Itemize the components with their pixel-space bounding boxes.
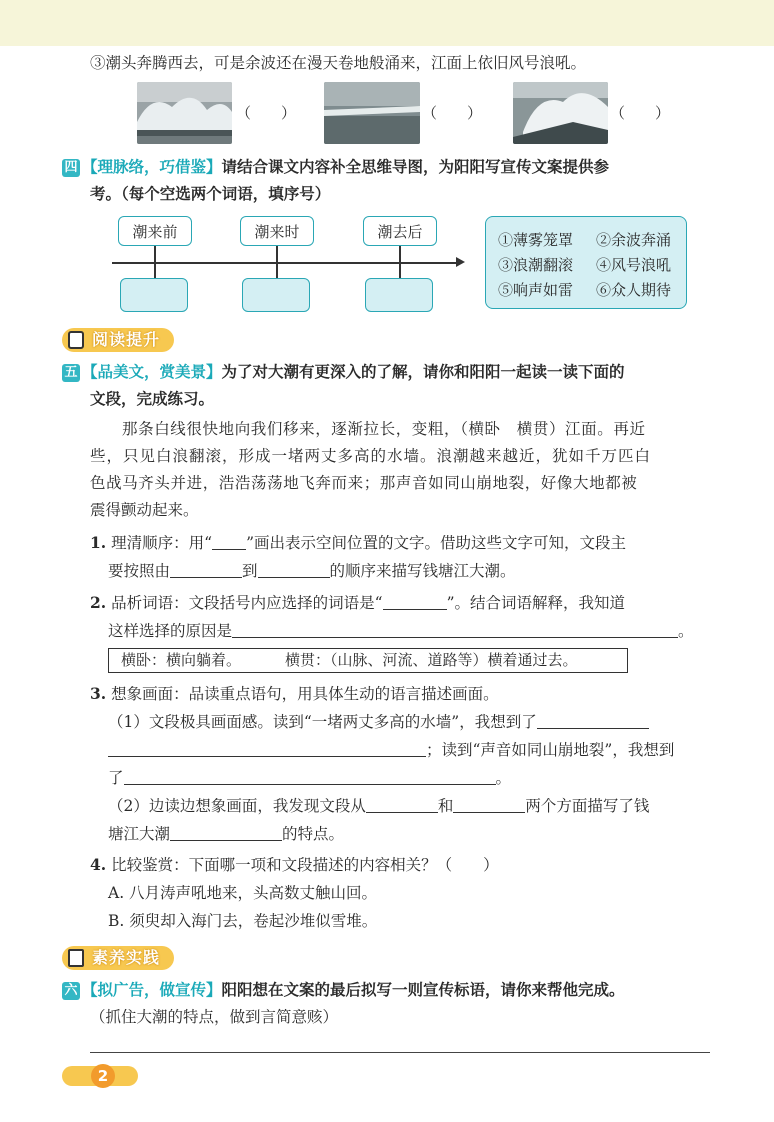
banner-reading [62, 328, 174, 352]
banner-reading-label: 阅读提升 [92, 330, 161, 349]
q3-1-blank-c[interactable] [124, 768, 496, 785]
q4-text-a: 比较鉴赏：下面哪一项和文段描述的内容相关？（ ） [111, 856, 499, 874]
timeline-arrow [112, 262, 458, 264]
passage-line: 些，只见白浪翻滚，形成一堵两丈多高的水墙。浪潮越来越近，犹如千万匹白 [90, 447, 652, 465]
question-1 [90, 532, 626, 554]
node-during: 潮来时 [240, 216, 314, 246]
q3-2-text-d: 塘江大潮 [108, 825, 171, 843]
question-3 [90, 683, 499, 705]
q1-blank-mark[interactable] [212, 533, 246, 550]
q2-blank-reason[interactable] [232, 621, 678, 638]
answer-paren-2[interactable]: （ ） [422, 104, 483, 122]
question-1-cont [108, 560, 516, 582]
node-before: 潮来前 [118, 216, 192, 246]
q1-number: 1. [90, 533, 107, 552]
passage-line: 震得颤动起来。 [90, 501, 199, 519]
passage-line: 色战马齐头并进，浩浩荡荡地飞奔而来；那声音如同山崩地裂，好像大地都被 [90, 474, 638, 492]
top-band [0, 0, 774, 46]
wave-photo-1 [137, 82, 232, 144]
section-6-tag: 【拟广告，做宣传】 [82, 980, 222, 999]
q1-text-d: 到 [242, 562, 258, 580]
q3-text-a: 想象画面：品读重点语句，用具体生动的语言描述画面。 [111, 685, 499, 703]
q1-blank-to[interactable] [258, 561, 330, 578]
q4-option-b[interactable]: B. 须臾却入海门去，卷起沙堆似雪堆。 [108, 912, 378, 930]
q1-text-e: 的顺序来描写钱塘江大潮。 [329, 562, 516, 580]
section-6-number: 六 [62, 982, 80, 1000]
answer-line[interactable] [90, 1052, 710, 1053]
definition-1: 横卧：横向躺着。 [121, 651, 242, 669]
section-5-text: 为了对大潮有更深入的了解，请你和阳阳一起读一读下面的 [221, 362, 625, 381]
section-4-text-cont: 考。（每个空选两个词语，填序号） [90, 184, 331, 203]
wave-photo-2 [324, 82, 420, 144]
section-5-heading [62, 361, 625, 383]
section-6-text: 阳阳想在文案的最后拟写一则宣传标语，请你来帮他完成。 [221, 980, 625, 999]
section-4-number: 四 [62, 159, 80, 177]
option-item: ②余波奔涌 [596, 231, 672, 249]
banner-practice [62, 946, 174, 970]
section-4-text: 请结合课文内容补全思维导图，为阳阳写宣传文案提供参 [221, 157, 610, 176]
q3-2-blank-c[interactable] [170, 824, 282, 841]
q2-text-a: 品析词语：文段括号内应选择的词语是“ [111, 594, 383, 612]
section-6-heading [62, 979, 625, 1001]
q3-1-blank-b[interactable] [108, 740, 426, 757]
q1-blank-from[interactable] [170, 561, 242, 578]
answer-box-during[interactable] [242, 278, 310, 312]
question-4 [90, 854, 499, 876]
page-number: 2 [91, 1064, 115, 1088]
q3-sentence: ③潮头奔腾西去，可是余波还在漫天卷地般涌来，江面上依旧风号浪吼。 [90, 54, 587, 72]
q3-1-blank-a[interactable] [537, 712, 649, 729]
option-item: ⑥众人期待 [596, 281, 672, 299]
q3-2-blank-a[interactable] [366, 796, 438, 813]
passage-line: 那条白线很快地向我们移来，逐渐拉长，变粗，（横卧 横贯）江面。再近 [122, 420, 646, 438]
q1-text-b: ”画出表示空间位置的文字。借助这些文字可知，文段主 [246, 534, 626, 552]
question-2 [90, 592, 625, 614]
option-item: ③浪潮翻滚 [498, 256, 574, 274]
q1-text-a: 理清顺序：用“ [111, 534, 213, 552]
wave-photo-3 [513, 82, 608, 144]
option-item: ⑤响声如雷 [498, 281, 574, 299]
word-options-box [485, 216, 687, 309]
answer-box-after[interactable] [365, 278, 433, 312]
q2-blank-word[interactable] [383, 593, 447, 610]
question-3-1 [108, 711, 649, 733]
question-3-1-cont [108, 739, 674, 761]
section-4-heading [62, 156, 609, 178]
q3-1-text-a: （1）文段极具画面感。读到“一堵两丈多高的水墙”，我想到了 [108, 713, 537, 731]
section-5-number: 五 [62, 364, 80, 382]
question-3-2-cont [108, 823, 344, 845]
q3-1-text-c: 了 [108, 769, 124, 787]
q3-2-text-e: 的特点。 [282, 825, 345, 843]
q3-1-text-d: 。 [495, 769, 512, 787]
node-after: 潮去后 [363, 216, 437, 246]
option-item: ④风号浪吼 [596, 256, 672, 274]
definition-2: 横贯：（山脉、河流、道路等）横着通过去。 [285, 651, 578, 669]
definition-box [108, 648, 628, 673]
section-6-text-cont: （抓住大潮的特点，做到言简意赅） [90, 1008, 339, 1026]
q4-option-a[interactable]: A. 八月涛声吼地来，头高数丈触山回。 [108, 884, 378, 902]
q4-number: 4. [90, 855, 107, 874]
question-2-cont [108, 620, 694, 642]
section-5-text-cont: 文段，完成练习。 [90, 389, 215, 408]
q3-number: 3. [90, 684, 107, 703]
question-3-1-end [108, 767, 511, 789]
q2-text-d: 。 [678, 622, 694, 640]
q3-2-text-a: （2）边读边想象画面，我发现文段从 [108, 797, 366, 815]
answer-paren-1[interactable]: （ ） [236, 104, 297, 122]
option-item: ①薄雾笼罩 [498, 231, 574, 249]
answer-paren-3[interactable]: （ ） [610, 104, 671, 122]
question-3-2 [108, 795, 649, 817]
banner-practice-label: 素养实践 [92, 948, 161, 967]
arrow-head-icon [456, 257, 465, 267]
q3-2-text-c: 两个方面描写了钱 [525, 797, 650, 815]
pencil-icon [68, 949, 84, 967]
section-5-tag: 【品美文，赏美景】 [82, 362, 222, 381]
q3-2-text-b: 和 [437, 797, 454, 815]
book-icon [68, 331, 84, 349]
q3-2-blank-b[interactable] [453, 796, 525, 813]
q3-1-text-b: ；读到“声音如同山崩地裂”，我想到 [426, 741, 675, 759]
q2-text-b: ”。结合词语解释，我知道 [446, 594, 625, 612]
answer-box-before[interactable] [120, 278, 188, 312]
q2-number: 2. [90, 593, 107, 612]
q2-text-c: 这样选择的原因是 [108, 622, 233, 640]
q1-text-c: 要按照由 [108, 562, 171, 580]
section-4-tag: 【理脉络，巧借鉴】 [82, 157, 222, 176]
